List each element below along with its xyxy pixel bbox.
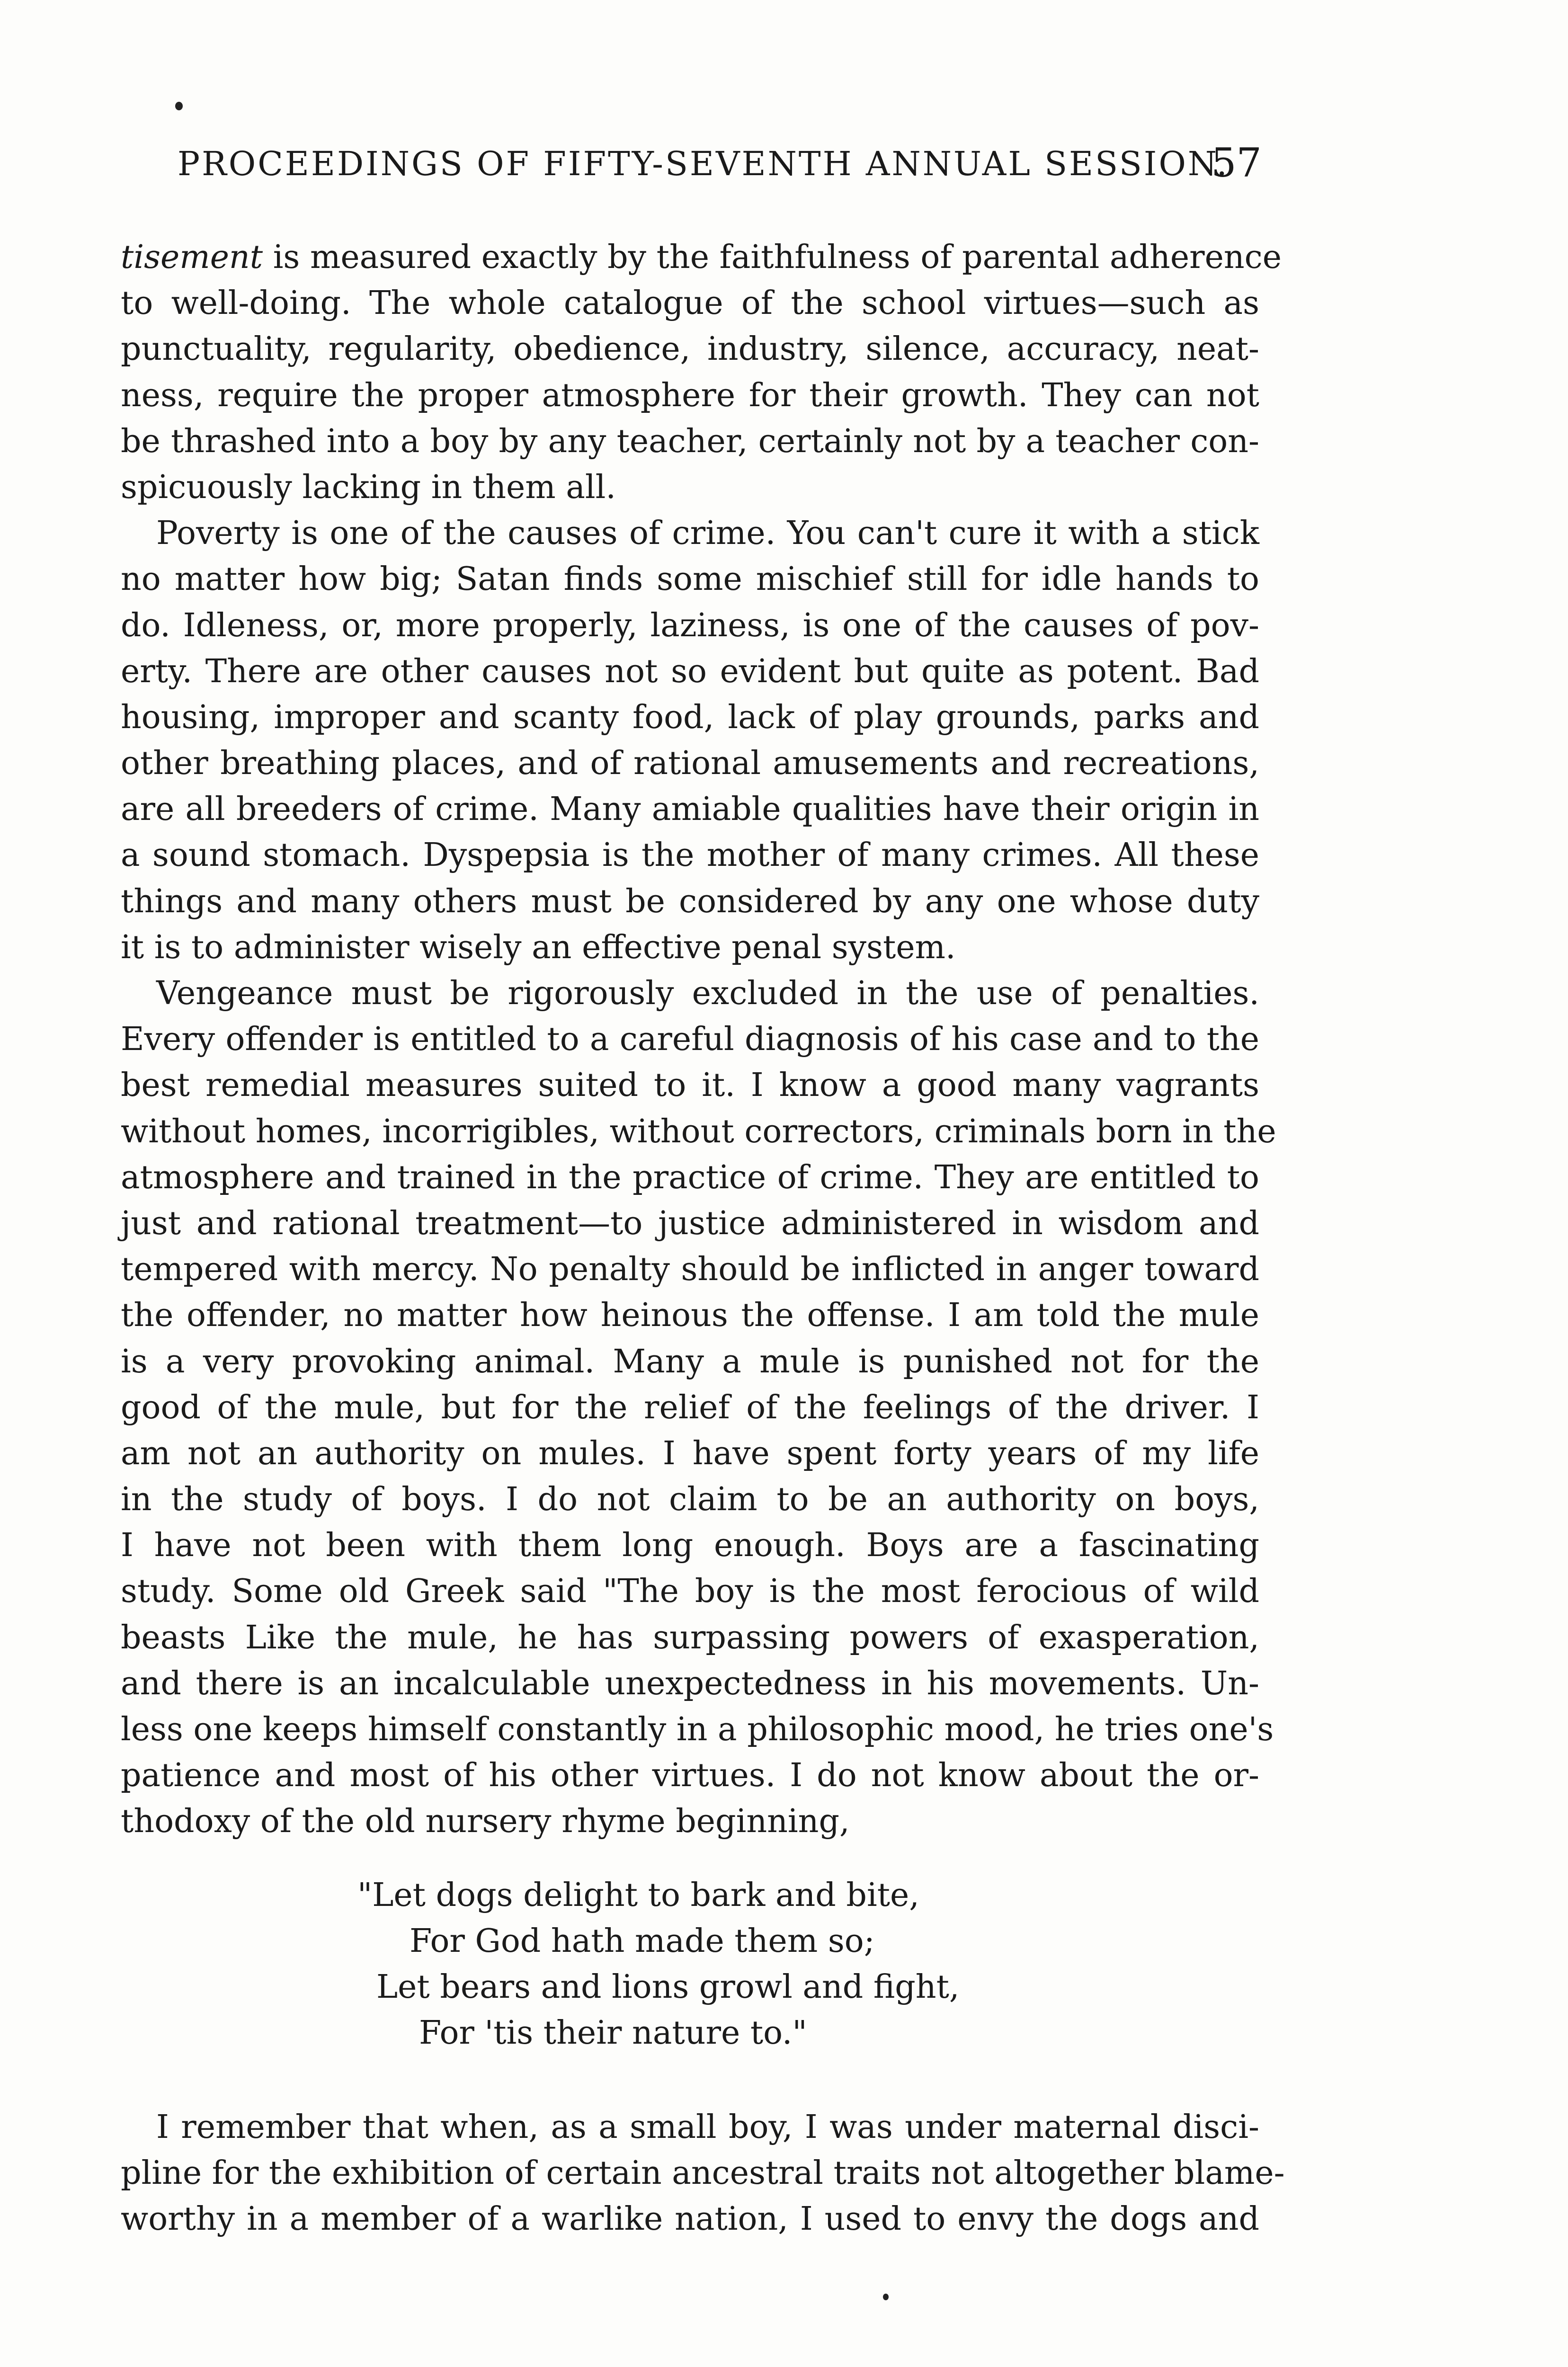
verse-line: Let bears and lions growl and fight,	[376, 1968, 960, 2006]
closing-paragraph	[121, 2104, 1285, 2242]
text-line: ness, require the proper atmosphere for their growth. They can not	[121, 376, 1259, 414]
text-line: a sound stomach. Dyspepsia is the mother of many crimes. All these	[121, 836, 1259, 874]
text-line: punctuality, regularity, obedience, industry, silence, accuracy, neat-	[121, 330, 1259, 368]
body-text	[121, 234, 1282, 1845]
text-line: and there is an incalculable unexpectedness in his movements. Un-	[121, 1664, 1259, 1702]
text-line: Poverty is one of the causes of crime. You can't cure it with a stick	[156, 515, 1259, 552]
text-line-content: is measured exactly by the faithfulness of parental adherence	[273, 239, 1282, 276]
text-line: best remedial measures suited to it. I know a good many vagrants	[121, 1067, 1259, 1104]
page-header	[178, 140, 1262, 192]
text-line: I have not been with them long enough. Boys are a fascinating	[121, 1527, 1259, 1565]
text-line: to well-doing. The whole catalogue of the school virtues—such as	[121, 285, 1259, 322]
text-line: worthy in a member of a warlike nation, I used to envy the dogs and	[121, 2200, 1259, 2238]
text-line: study. Some old Greek said "The boy is the most ferocious of wild	[121, 1573, 1259, 1611]
verse-line: For God hath made them so;	[410, 1922, 875, 1960]
text-line: less one keeps himself constantly in a philosophic mood, he tries one's	[121, 1711, 1274, 1748]
text-line: am not an authority on mules. I have spent forty years of my life	[121, 1434, 1259, 1472]
text-line: Every offender is entitled to a careful diagnosis of his case and to the	[121, 1021, 1259, 1059]
verse-block	[357, 1872, 1020, 2056]
page-number: 57	[1211, 140, 1262, 186]
text-line: is a very provoking animal. Many a mule is punished not for the	[121, 1343, 1259, 1380]
text-line: are all breeders of crime. Many amiable qualities have their origin in	[121, 791, 1259, 828]
text-line: the offender, no matter how heinous the offense. I am told the mule	[121, 1297, 1259, 1335]
text-line: spicuously lacking in them all.	[121, 468, 616, 506]
text-line: patience and most of his other virtues. I do not know about the or-	[121, 1757, 1259, 1795]
text-line: tempered with mercy. No penalty should be inflicted in anger toward	[121, 1251, 1259, 1289]
text-line: erty. There are other causes not so evident but quite as potent. Bad	[121, 652, 1259, 690]
ink-dot-mark	[883, 2294, 889, 2300]
text-line: housing, improper and scanty food, lack of play grounds, parks and	[121, 698, 1259, 736]
text-line: no matter how big; Satan finds some mischief still for idle hands to	[121, 561, 1259, 598]
text-line: I remember that when, as a small boy, I was under maternal disci-	[156, 2109, 1259, 2146]
running-head: PROCEEDINGS OF FIFTY-SEVENTH ANNUAL SESSION.	[178, 144, 1229, 183]
text-line	[121, 234, 1282, 280]
text-line: pline for the exhibition of certain ancestral traits not altogether blame-	[121, 2154, 1285, 2192]
text-line: just and rational treatment—to justice administered in wisdom and	[121, 1204, 1259, 1242]
text-line: be thrashed into a boy by any teacher, certainly not by a teacher con-	[121, 422, 1259, 460]
text-line: in the study of boys. I do not claim to be an authority on boys,	[121, 1481, 1259, 1519]
verse-line: "Let dogs delight to bark and bite,	[357, 1877, 919, 1914]
text-line: without homes, incorrigibles, without correctors, criminals born in the	[121, 1112, 1276, 1150]
text-line: do. Idleness, or, more properly, laziness, is one of the causes of pov-	[121, 606, 1259, 644]
verse-line: For 'tis their nature to."	[419, 2014, 807, 2052]
text-line: it is to administer wisely an effective penal system.	[121, 928, 956, 966]
text-line: atmosphere and trained in the practice of crime. They are entitled to	[121, 1158, 1259, 1196]
text-line: thodoxy of the old nursery rhyme beginning,	[121, 1803, 850, 1841]
text-line: Vengeance must be rigorously excluded in the use of penalties.	[156, 975, 1259, 1012]
text-line: good of the mule, but for the relief of the feelings of the driver. I	[121, 1388, 1259, 1426]
italic-word: tisement	[121, 239, 263, 276]
text-line: beasts Like the mule, he has surpassing powers of exasperation,	[121, 1619, 1259, 1656]
text-line: things and many others must be considered by any one whose duty	[121, 882, 1259, 920]
ink-dot-mark	[175, 102, 183, 110]
text-line: other breathing places, and of rational amusements and recreations,	[121, 745, 1259, 783]
